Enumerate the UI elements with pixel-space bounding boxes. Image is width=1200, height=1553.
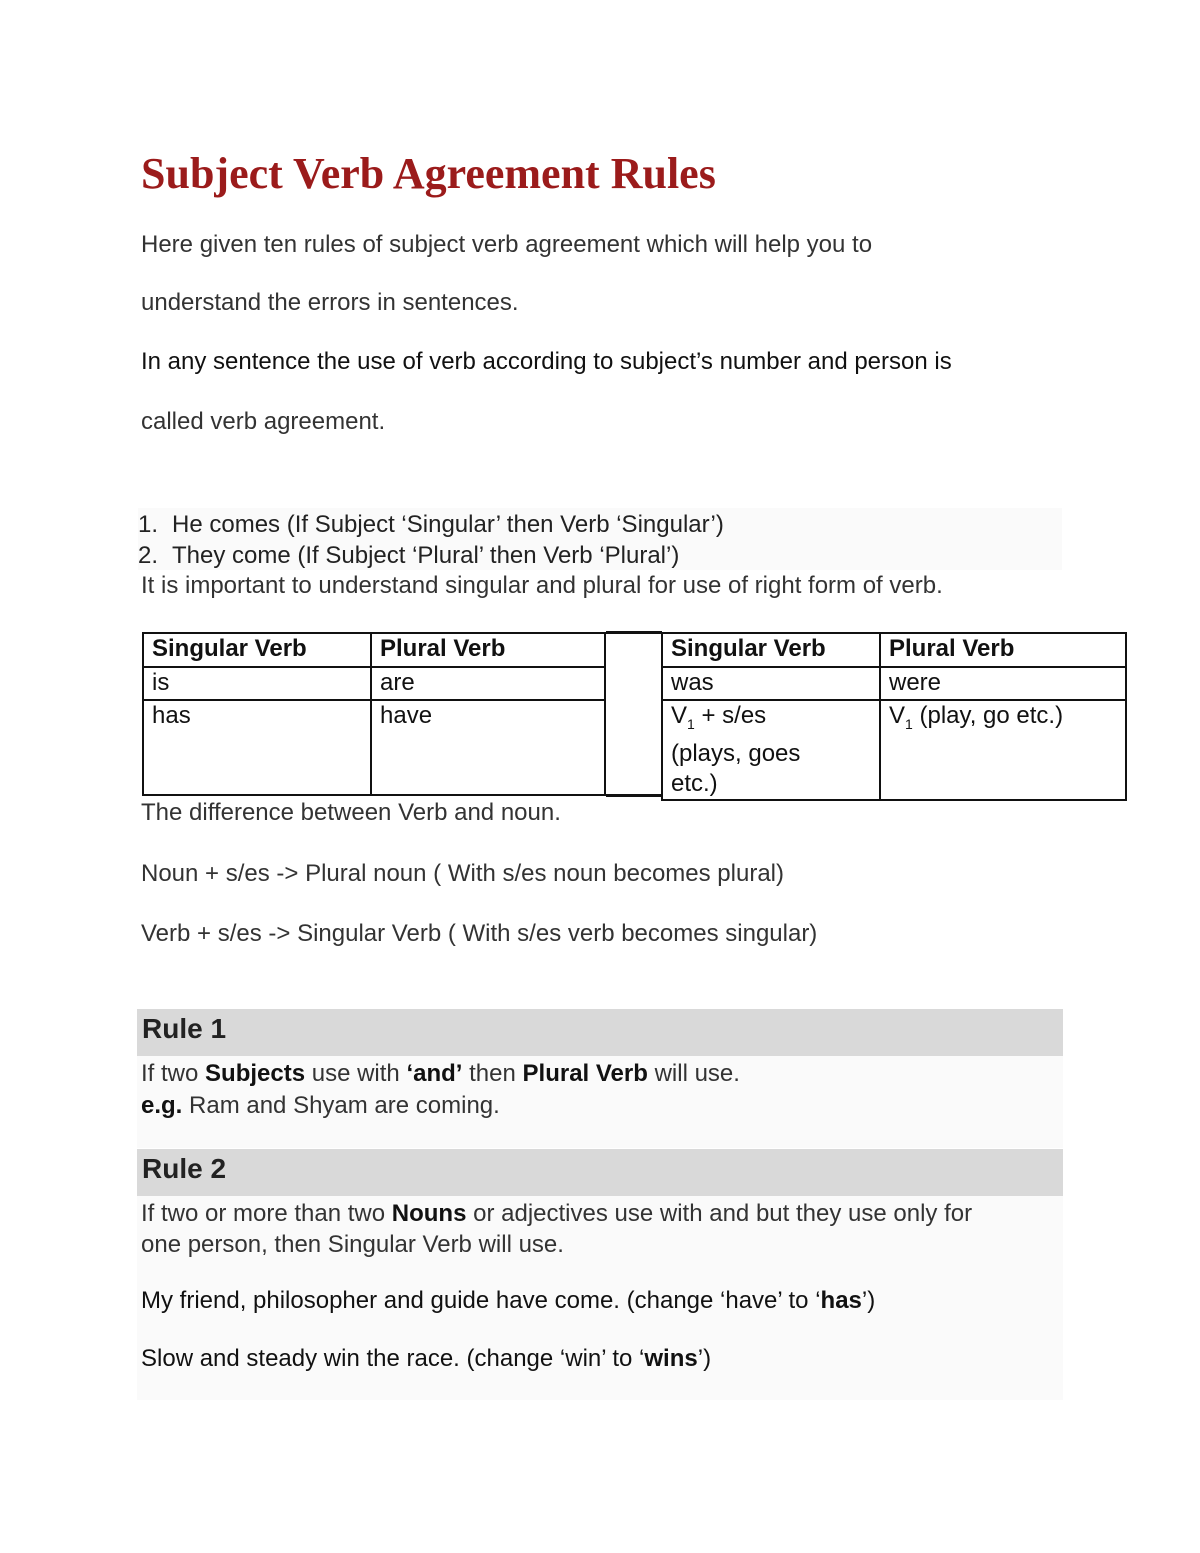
rule-1-heading: Rule 1 — [137, 1009, 1063, 1056]
table-header: Singular Verb — [143, 633, 371, 667]
important-note: It is important to understand singular and plural for use of right form of verb. — [141, 572, 943, 599]
list-item: 2. They come (If Subject ‘Plural’ then Verb ‘Plural’) — [137, 542, 680, 569]
table-cell: have — [371, 700, 605, 795]
table-cell: was — [662, 667, 880, 700]
intro-line-4: called verb agreement. — [141, 408, 386, 435]
table-cell: has — [143, 700, 371, 795]
table-cell: $V_1 + s/es$ (plays, goes etc.) — [662, 700, 880, 800]
rule-1-text: If two Subjects use with ‘and’ then Plural Verb will use. — [141, 1060, 740, 1087]
rule-2-heading: Rule 2 — [137, 1149, 1063, 1196]
rule-2-text-line-2: one person, then Singular Verb will use. — [141, 1231, 564, 1258]
intro-line-2: understand the errors in sentences. — [141, 289, 519, 316]
rule-2-text: If two or more than two Nouns or adjectives use with and but they use only for — [141, 1200, 973, 1227]
page-title: Subject Verb Agreement Rules — [141, 149, 716, 198]
table-header: Plural Verb — [880, 633, 1126, 667]
table-cell: are — [371, 667, 605, 700]
verb-rule-line: Verb + s/es -> Singular Verb ( With s/es verb becomes singular) — [141, 920, 818, 947]
rule-2-example-1: My friend, philosopher and guide have come. (change ‘have’ to ‘has’) — [141, 1287, 876, 1314]
rule-2-example-2: Slow and steady win the race. (change ‘win’ to ‘wins’) — [141, 1345, 712, 1372]
verb-table-right — [661, 632, 1127, 801]
noun-rule-line: Noun + s/es -> Plural noun ( With s/es noun becomes plural) — [141, 860, 784, 887]
list-item: 1. He comes (If Subject ‘Singular’ then Verb ‘Singular’) — [137, 511, 724, 538]
table-header: Singular Verb — [662, 633, 880, 667]
intro-line-3: In any sentence the use of verb according to subject’s number and person is — [141, 348, 952, 375]
table-cell: $V_1$ (play, go etc.) — [880, 700, 1126, 800]
table-gap — [606, 631, 662, 797]
difference-heading: The difference between Verb and noun. — [141, 799, 561, 826]
table-header: Plural Verb — [371, 633, 605, 667]
intro-line-1: Here given ten rules of subject verb agreement which will help you to — [141, 231, 873, 258]
table-cell: were — [880, 667, 1126, 700]
verb-table-left — [142, 632, 606, 796]
rule-1-example: e.g. Ram and Shyam are coming. — [141, 1092, 500, 1119]
table-cell: is — [143, 667, 371, 700]
